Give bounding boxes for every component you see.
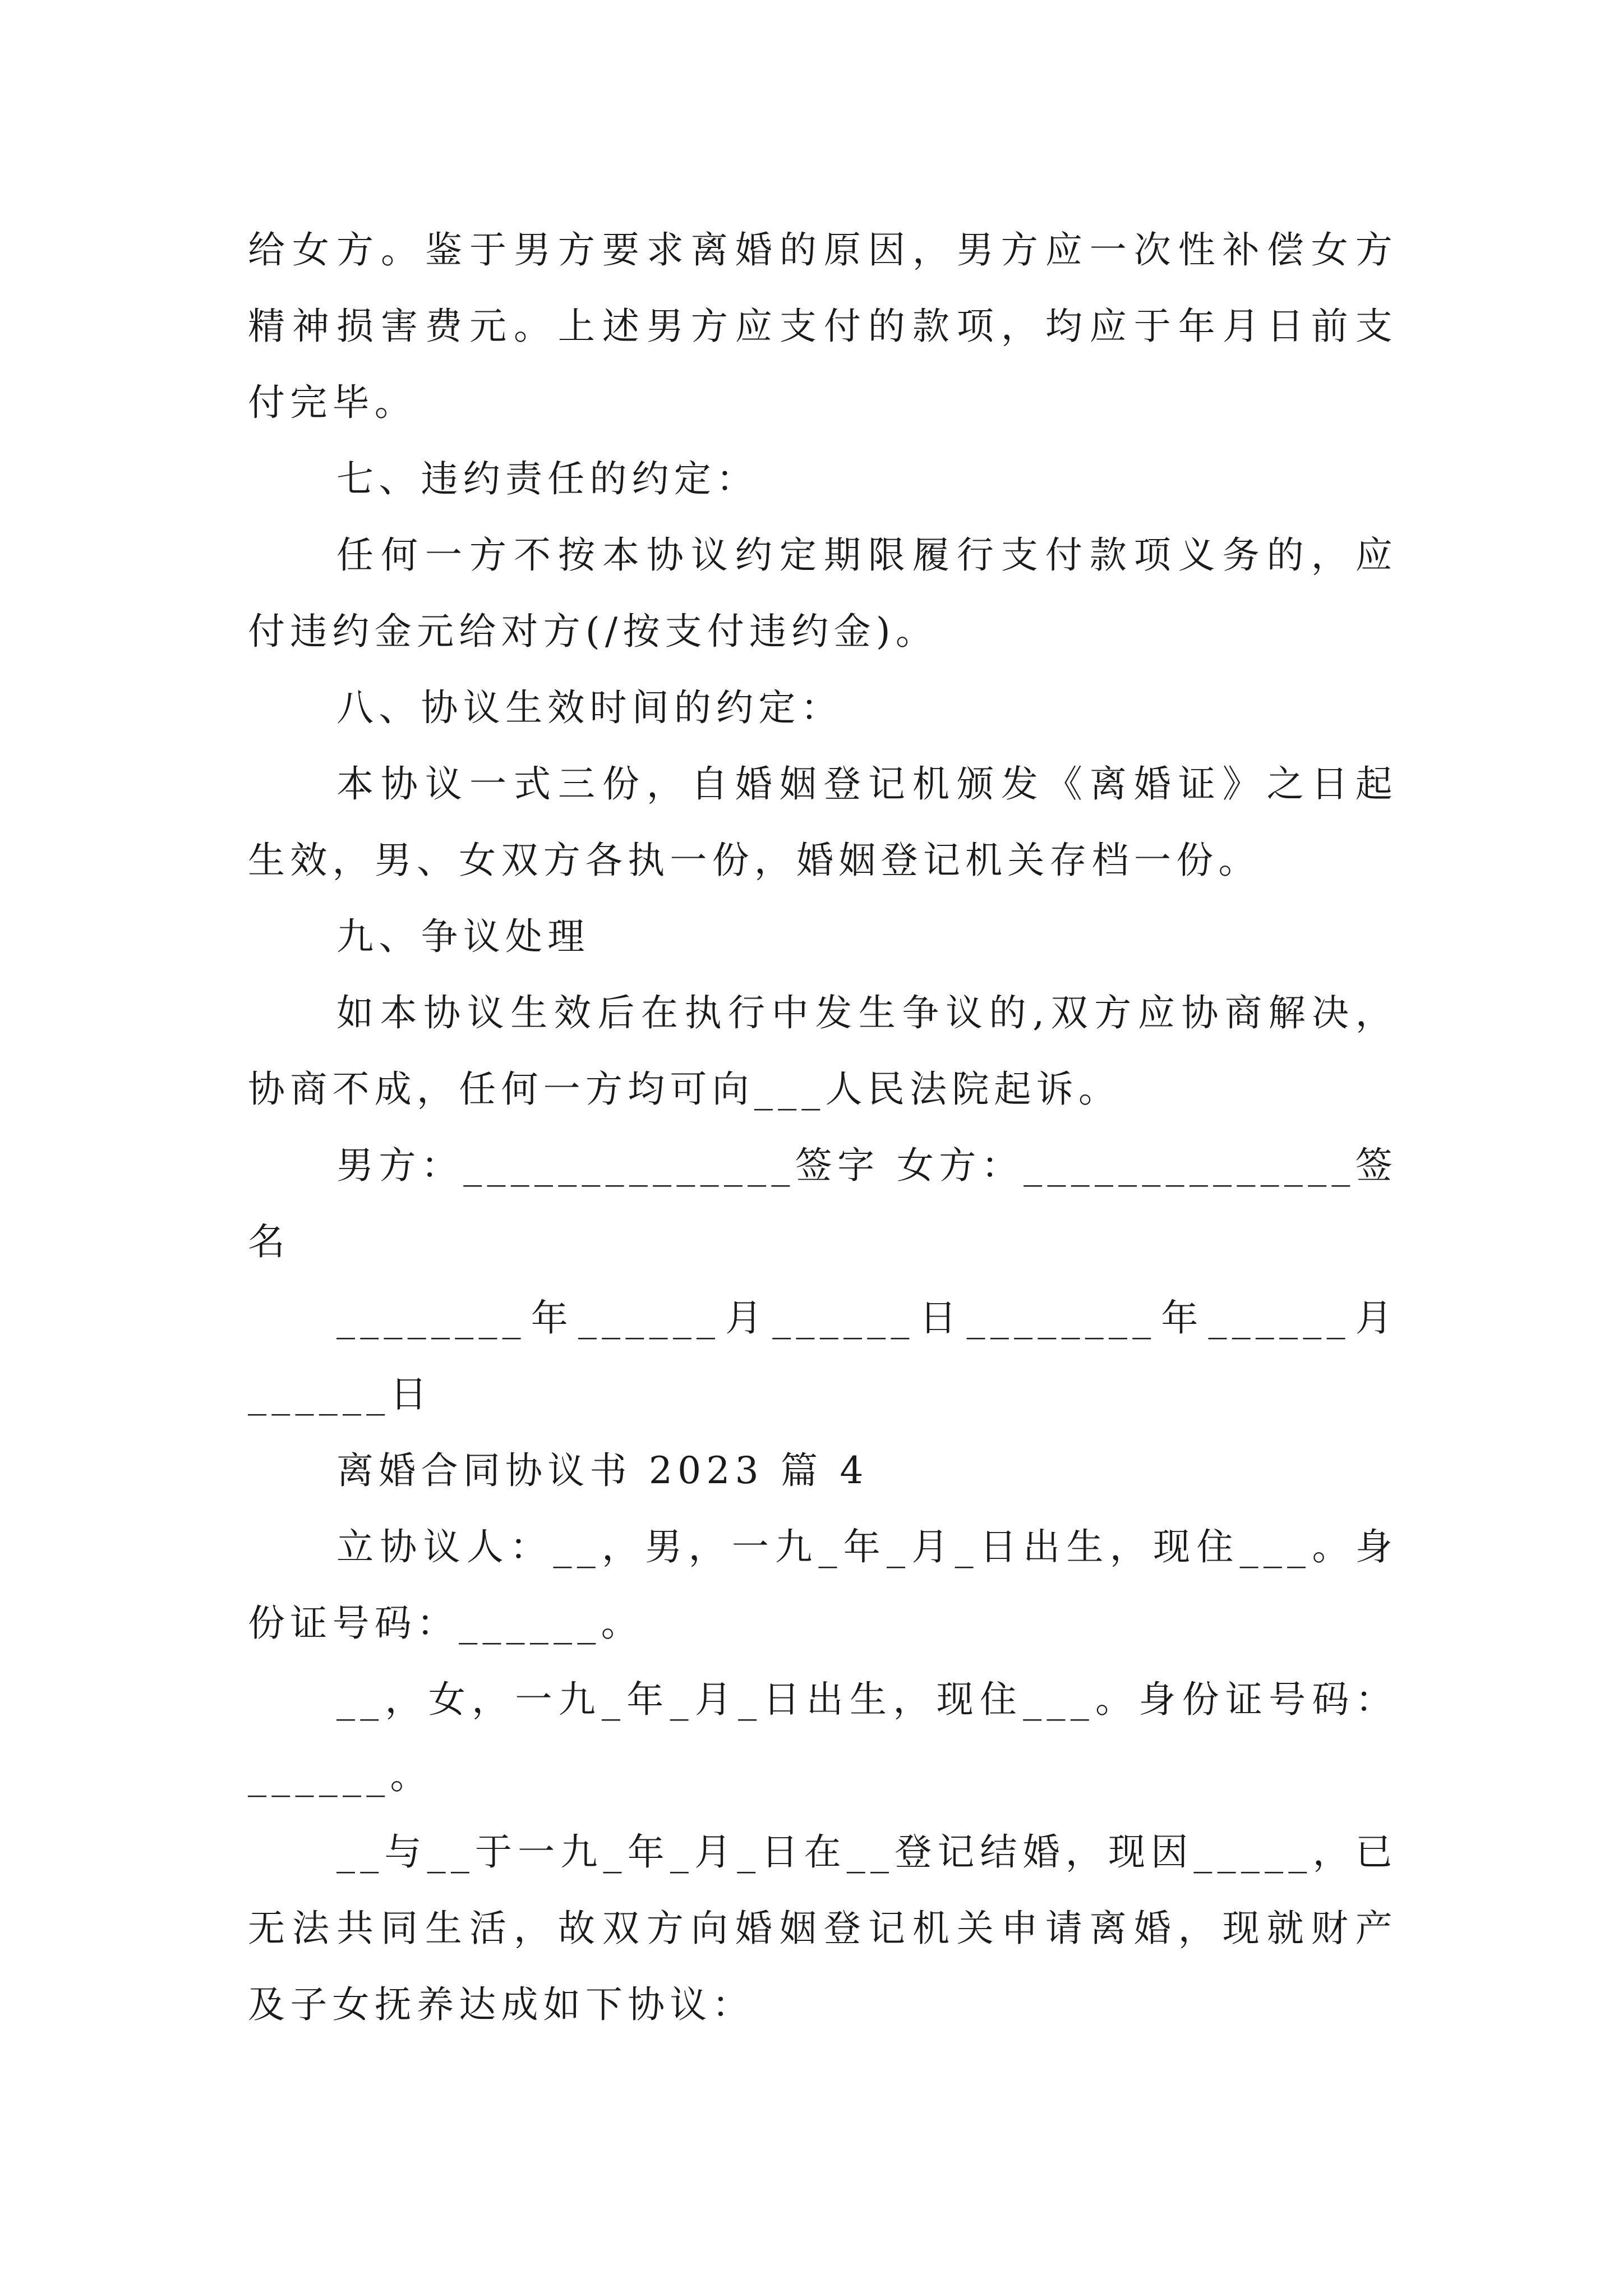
text-line: 男方：______________签字 女方：______________签 (336, 1144, 1398, 1187)
text-line: 本协议一式三份，自婚姻登记机颁发《离婚证》之日起 (336, 762, 1398, 806)
text-line: 九、争议处理 (336, 915, 590, 958)
text-line: 七、违约责任的约定： (336, 457, 759, 500)
text-line: 协商不成，任何一方均可向___人民法院起诉。 (248, 1068, 1121, 1111)
text-line: 付违约金元给对方(/按支付违约金)。 (248, 610, 938, 653)
text-line: ______。 (248, 1754, 432, 1797)
text-line: 八、协议生效时间的约定： (336, 686, 843, 729)
text-line: __，女，一九_年_月_日出生，现住___。身份证号码： (336, 1678, 1398, 1721)
text-line: 付完毕。 (248, 381, 417, 424)
text-line: __与__于一九_年_月_日在__登记结婚，现因_____，已 (336, 1830, 1398, 1874)
text-line: 任何一方不按本协议约定期限履行支付款项义务的，应 (336, 533, 1398, 577)
text-line: 给女方。鉴于男方要求离婚的原因，男方应一次性补偿女方 (248, 228, 1398, 272)
document-body (248, 212, 1398, 2043)
text-line: 生效，男、女双方各执一份，婚姻登记机关存档一份。 (248, 839, 1261, 882)
text-line: 如本协议生效后在执行中发生争议的,双方应协商解决， (336, 991, 1398, 1034)
text-line: ________年______月______日________年______月 (336, 1296, 1398, 1340)
text-line: 及子女抚养达成如下协议： (248, 1983, 754, 2026)
text-line: 名 (248, 1220, 291, 1263)
text-line: 立协议人：__，男，一九_年_月_日出生，现住___。身 (336, 1525, 1398, 1568)
text-line: 份证号码：______。 (248, 1602, 643, 1645)
text-line: 精神损害费元。上述男方应支付的款项，均应于年月日前支 (248, 305, 1398, 348)
text-line: 无法共同生活，故双方向婚姻登记机关申请离婚，现就财产 (248, 1907, 1398, 1950)
text-line: ______日 (248, 1373, 432, 1416)
text-line: 离婚合同协议书 2023 篇 4 (336, 1449, 869, 1492)
